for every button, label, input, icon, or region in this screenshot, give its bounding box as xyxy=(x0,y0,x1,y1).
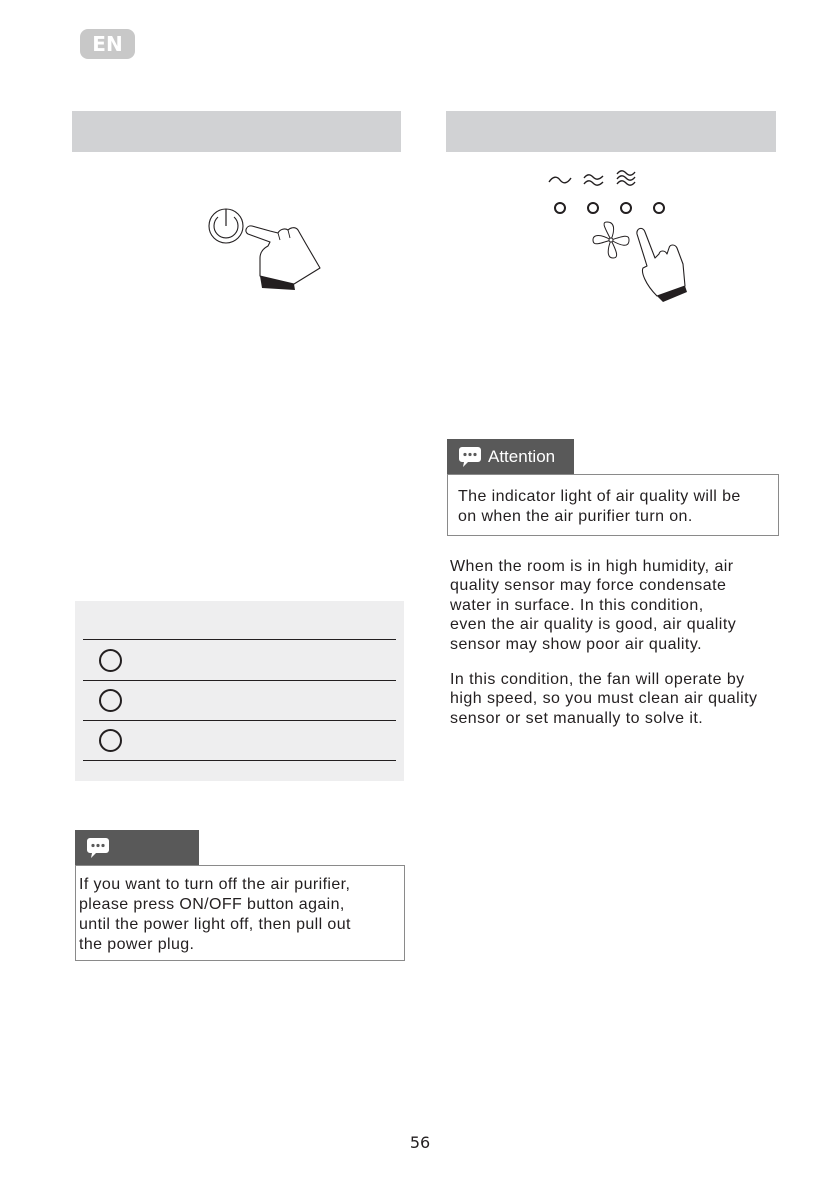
fan-paragraph xyxy=(450,670,795,728)
text-line: even the air quality is good, air quality xyxy=(450,616,737,634)
text-line: sensor may show poor air quality. xyxy=(450,635,702,653)
left-section-header xyxy=(72,111,401,152)
humidity-paragraph xyxy=(450,557,790,654)
page-number: 56 xyxy=(409,1133,431,1152)
power-button-icon xyxy=(209,209,243,243)
text-line: the power plug. xyxy=(79,936,195,953)
indicator-light-icon xyxy=(99,729,122,752)
attention-note-text xyxy=(458,487,776,527)
text-line: quality sensor may force condensate xyxy=(450,577,727,595)
attention-title: Attention xyxy=(488,447,556,466)
right-section-header xyxy=(446,111,776,152)
speech-bubble-icon xyxy=(458,446,482,468)
table-divider xyxy=(83,680,396,681)
power-off-note-tab xyxy=(75,830,199,865)
pointing-hand-icon xyxy=(246,226,320,290)
text-line: please press ON/OFF button again, xyxy=(79,896,345,913)
wave-speed-icon xyxy=(549,171,635,185)
text-line: In this condition, the fan will operate by xyxy=(450,671,745,688)
pointing-hand-icon xyxy=(637,228,687,302)
power-off-note-text xyxy=(79,875,401,955)
table-divider xyxy=(83,639,396,640)
indicator-light-icon xyxy=(99,649,122,672)
fan-icon xyxy=(593,222,629,258)
table-divider xyxy=(83,720,396,721)
text-line: sensor or set manually to solve it. xyxy=(450,709,704,727)
text-line: The indicator light of air quality will be xyxy=(458,488,741,505)
text-line: until the power light off, then pull out xyxy=(79,916,351,933)
speed-indicator-dots xyxy=(555,203,664,213)
table-divider xyxy=(83,760,396,761)
text-line: on when the air purifier turn on. xyxy=(458,508,693,525)
indicator-table-panel xyxy=(75,601,404,781)
language-badge: EN xyxy=(80,29,135,59)
text-line: high speed, so you must clean air quality xyxy=(450,690,758,708)
indicator-light-icon xyxy=(99,689,122,712)
fan-speed-illustration xyxy=(545,168,695,303)
speech-bubble-icon xyxy=(86,837,110,859)
attention-note-tab xyxy=(447,439,574,474)
text-line: If you want to turn off the air purifier, xyxy=(79,876,351,893)
power-press-illustration xyxy=(200,198,335,290)
text-line: When the room is in high humidity, air xyxy=(450,558,734,575)
text-line: water in surface. In this condition, xyxy=(450,596,704,614)
